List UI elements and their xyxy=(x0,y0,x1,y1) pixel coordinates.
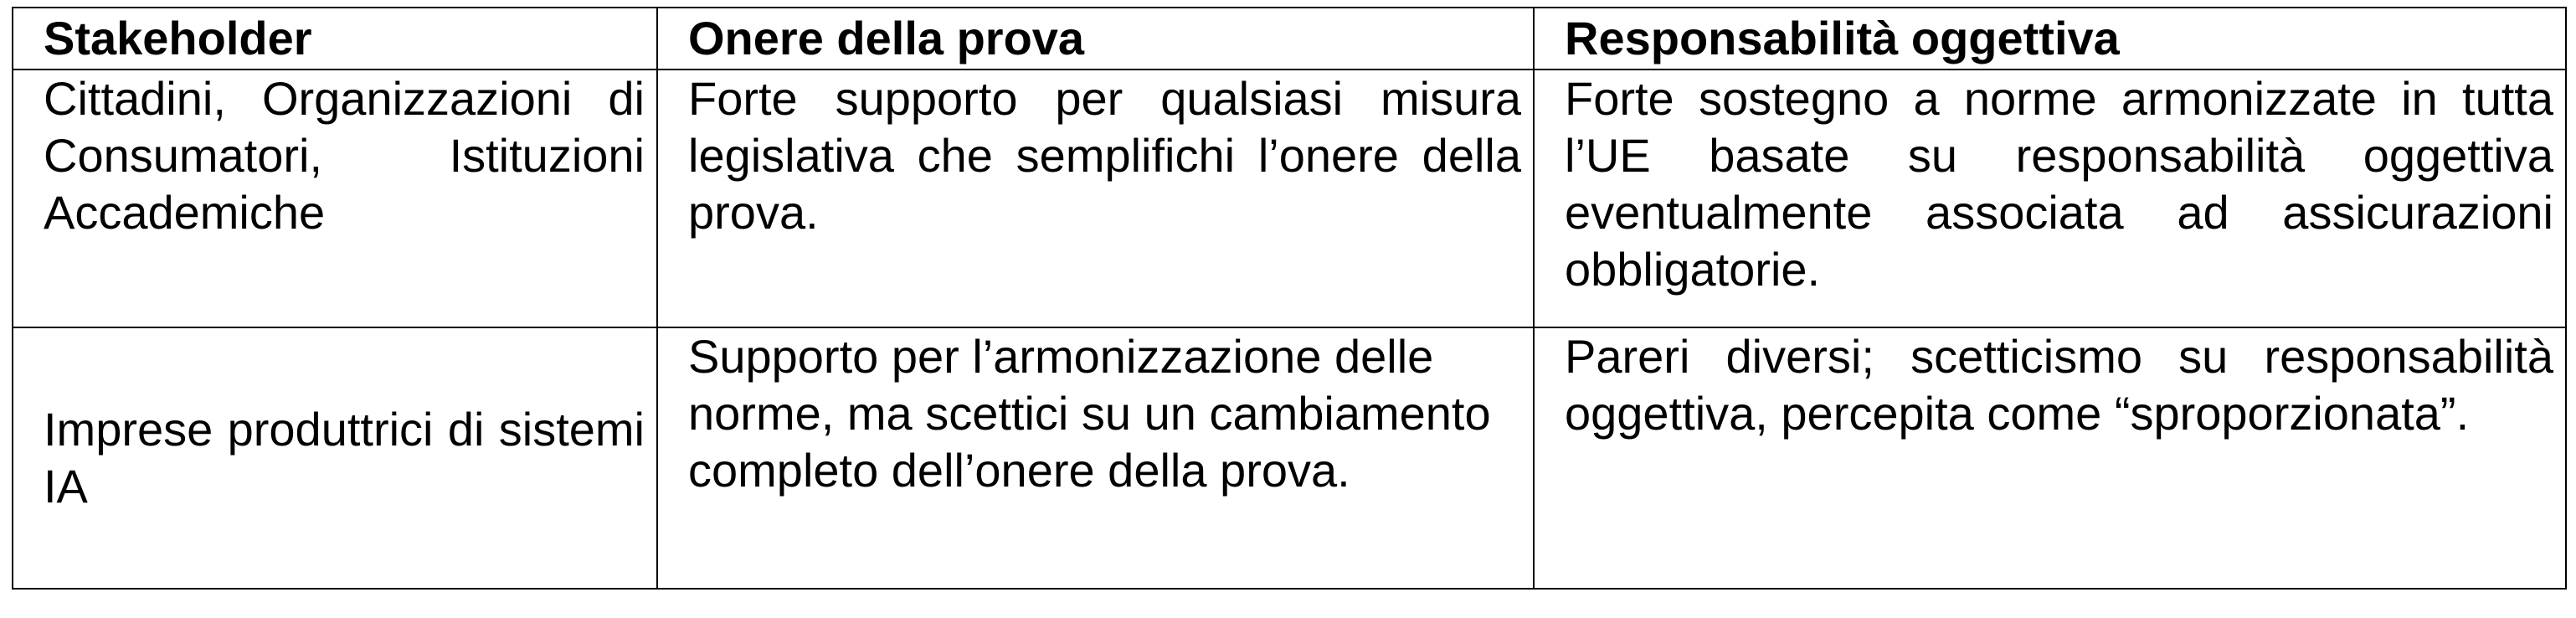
cell-stakeholder: Cittadini, Organizzazioni di Consumatori, Istituzioni Accademiche xyxy=(13,70,657,327)
cell-strict-liability: Forte sostegno a norme armonizzate in tutta l’UE basate su responsabilità oggettiva eventualmente associata ad assicurazioni obbligatorie. xyxy=(1534,70,2566,327)
table-row xyxy=(13,327,2566,589)
column-header-burden-of-proof: Onere della prova xyxy=(657,8,1534,70)
stakeholder-table xyxy=(12,7,2567,590)
column-header-strict-liability: Responsabilità oggettiva xyxy=(1534,8,2566,70)
cell-strict-liability: Pareri diversi; scetticismo su responsabilità oggettiva, percepita come “sproporzionata”. xyxy=(1534,327,2566,589)
table-row xyxy=(13,70,2566,327)
cell-burden-of-proof: Forte supporto per qualsiasi misura legislativa che semplifichi l’onere della prova. xyxy=(657,70,1534,327)
column-header-stakeholder: Stakeholder xyxy=(13,8,657,70)
cell-burden-of-proof: Supporto per l’armonizzazione delle norme, ma scettici su un cambiamento completo dell’onere della prova. xyxy=(657,327,1534,589)
cell-stakeholder: Imprese produttrici di sistemi IA xyxy=(13,327,657,589)
table-header-row xyxy=(13,8,2566,70)
